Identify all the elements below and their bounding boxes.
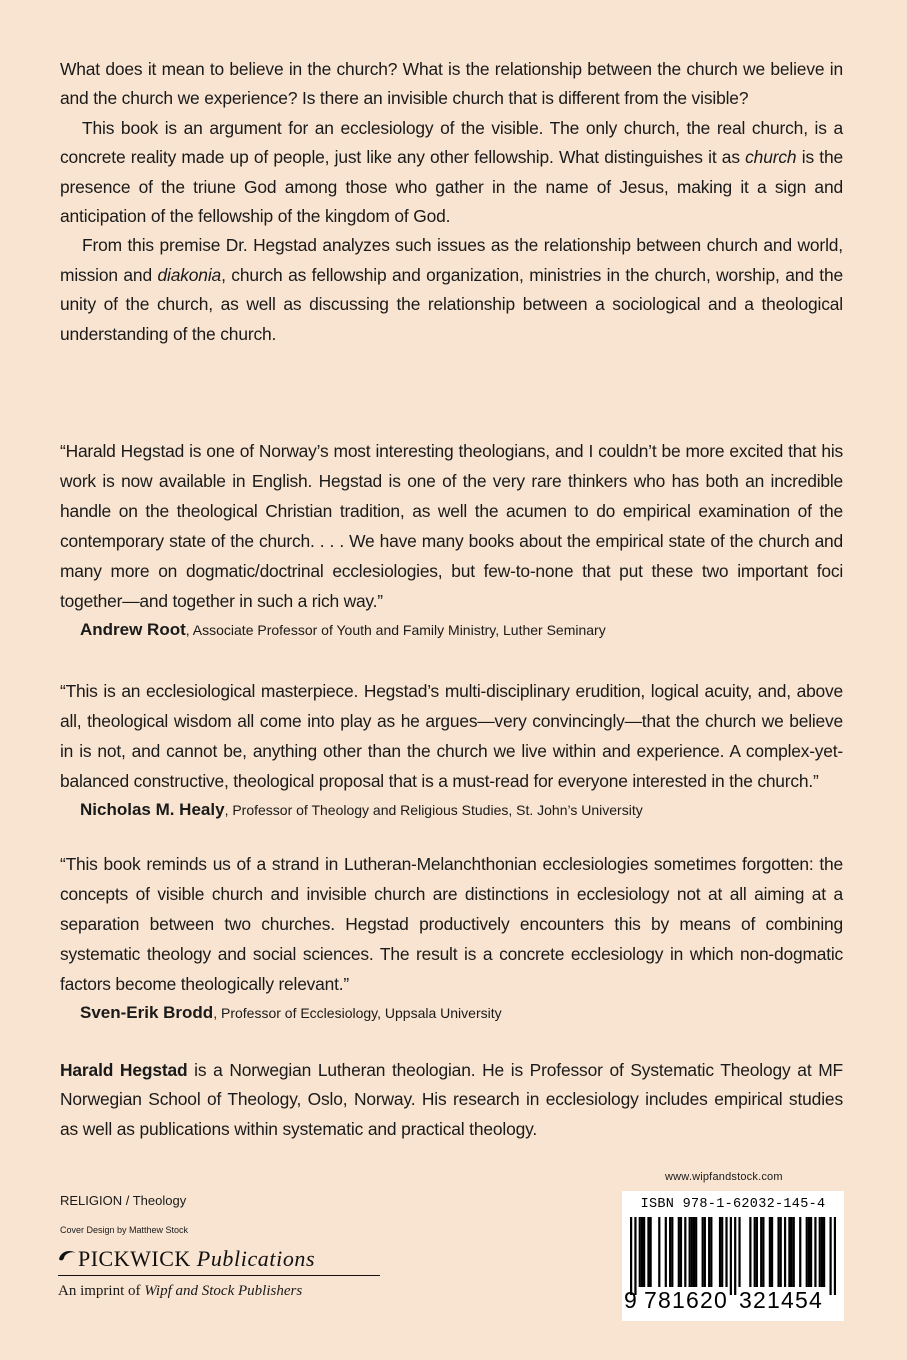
barcode-bar [799, 1217, 801, 1287]
barcode-bar [734, 1217, 736, 1295]
publisher-imprint [58, 1245, 380, 1302]
barcode-bar [725, 1217, 727, 1287]
barcode-bar [650, 1217, 652, 1287]
barcode-bar [834, 1217, 836, 1295]
imprint-name: Wipf and Stock Publishers [144, 1283, 303, 1299]
barcode-bar [691, 1217, 693, 1287]
book-description [60, 55, 843, 349]
barcode-bar [721, 1217, 723, 1287]
barcode-right-digits: 321454 [739, 1287, 823, 1313]
barcode-left-digits: 781620 [644, 1287, 728, 1313]
endorser-name: Nicholas M. Healy [80, 800, 225, 819]
publisher-website: www.wipfandstock.com [665, 1171, 783, 1183]
barcode-bar [719, 1217, 721, 1287]
barcode-bar [784, 1217, 786, 1287]
barcode-bar [678, 1217, 680, 1287]
barcode-bar [738, 1217, 740, 1287]
endorsement-1 [60, 436, 843, 640]
barcode-bar [669, 1217, 671, 1287]
barcode-bar [680, 1217, 682, 1287]
barcode-bar [806, 1217, 808, 1287]
barcode-bar [808, 1217, 810, 1287]
barcode-bar [814, 1217, 816, 1287]
author-bio [60, 1056, 843, 1144]
barcode-bar [754, 1217, 756, 1287]
isbn-barcode [622, 1191, 844, 1321]
barcode-bar [780, 1217, 782, 1287]
barcode-bar [693, 1217, 695, 1287]
barcode-bar [643, 1217, 645, 1287]
barcode-bar [695, 1217, 697, 1287]
endorser-name: Andrew Root [80, 620, 186, 639]
publisher-logo [58, 1245, 380, 1276]
endorsement-quote: “Harald Hegstad is one of Norway’s most interesting theologians, and I couldn’t be more excited that his work is now available in English. Hegstad is one of the very rare thinkers who has both an incredible handle on the theological Christian tradition, as well the acumen to do empirical examination of the contemporary state of the church. . . . We have many books about the empirical state of the church and many more on dogmatic/doctrinal ecclesiologies, but few-to-none that put these two important foci together—and together in such a rich way.” [60, 441, 843, 611]
endorser-title: , Professor of Theology and Religious Studies, St. John’s University [224, 802, 643, 818]
barcode-bars [630, 1217, 836, 1295]
barcode-lead-digit: 9 [624, 1287, 637, 1313]
barcode-bar [819, 1217, 821, 1287]
barcode-bar [639, 1217, 641, 1287]
isbn-label: ISBN 978-1-62032-145-4 [640, 1197, 826, 1212]
description-paragraph-3: From this premise Dr. Hegstad analyzes such issues as the relationship between church and world, mission and diakonia, church as fellowship and organization, ministries in the church, worship, and the unity of the church, as well as discussing the relationship between a sociological and a theological understanding of the church. [60, 235, 843, 344]
barcode-bar [658, 1217, 660, 1287]
barcode-bar [756, 1217, 758, 1287]
barcode-bar [777, 1217, 779, 1287]
endorsement-quote: “This book reminds us of a strand in Lutheran-Melanchthonian ecclesiologies sometimes forgotten: the concepts of visible church and invisible church are distinctions in ecclesiology not at all aiming at a separation between two churches. Hegstad productively encounters this by means of combining systematic theology and social sciences. The result is a concrete ecclesiology in which non-dogmatic factors become theologically relevant.” [60, 854, 843, 994]
description-paragraph-2: This book is an argument for an ecclesiology of the visible. The only church, the real church, is a concrete reality made up of people, just like any other fellowship. What distinguishes it as church is the presence of the triune God among those who gather in the name of Jesus, making it a sign and anticipation of the fellowship of the kingdom of God. [60, 117, 843, 227]
barcode-bar [793, 1217, 795, 1287]
endorsement-quote: “This is an ecclesiological masterpiece. Hegstad’s multi-disciplinary erudition, logical acuity, and, above all, theological wisdom all come into play as he argues—very convincingly—that the church we believe in is not, and cannot be, anything other than the church we live within and experience. A complex-yet-balanced constructive, theological proposal that is a must-read for everyone interested in the church.” [60, 681, 843, 791]
author-name: Harald Hegstad [60, 1060, 188, 1080]
barcode-bar [788, 1217, 790, 1287]
barcode-bar [665, 1217, 667, 1287]
barcode-bar [769, 1217, 771, 1287]
barcode-bar [821, 1217, 823, 1287]
subject-category: RELIGION / Theology [60, 1193, 187, 1208]
barcode-bar [790, 1217, 792, 1287]
barcode-bar [823, 1217, 825, 1287]
barcode-bar [760, 1217, 762, 1287]
endorsement-attribution [60, 1003, 843, 1023]
endorsement-attribution [60, 800, 843, 820]
endorsement-2 [60, 676, 843, 820]
endorsement-3 [60, 849, 843, 1023]
publisher-name: PICKWICK [78, 1246, 191, 1271]
barcode-bar [671, 1217, 673, 1287]
imprint-line: An imprint of Wipf and Stock Publishers [58, 1283, 303, 1299]
barcode-bar [647, 1217, 649, 1287]
barcode-bar [641, 1217, 643, 1287]
barcode-bar [708, 1217, 710, 1287]
endorser-title: , Associate Professor of Youth and Family Ministry, Luther Seminary [185, 622, 606, 638]
barcode-bar [730, 1217, 732, 1295]
barcode-bar [762, 1217, 764, 1287]
barcode-bar [630, 1217, 632, 1295]
barcode-bar [702, 1217, 704, 1287]
cover-design-credit: Cover Design by Matthew Stock [60, 1225, 189, 1235]
barcode-bar [689, 1217, 691, 1287]
barcode-bar [704, 1217, 706, 1287]
endorser-name: Sven-Erik Brodd [80, 1003, 214, 1022]
barcode-bar [771, 1217, 773, 1287]
publisher-series: Publications [196, 1246, 316, 1271]
barcode-bar [684, 1217, 686, 1287]
barcode-bar [810, 1217, 812, 1287]
description-paragraph-1: What does it mean to believe in the church? What is the relationship between the church we believe in and the church we experience? Is there an invisible church that is different from the visible? [60, 59, 843, 109]
endorser-title: , Professor of Ecclesiology, Uppsala University [213, 1005, 502, 1021]
endorsement-attribution [60, 620, 843, 640]
barcode-bar [829, 1217, 831, 1295]
barcode-bar [749, 1217, 751, 1287]
barcode-bar [710, 1217, 712, 1287]
author-bio-text: is a Norwegian Lutheran theologian. He is Professor of Systematic Theology at MF Norwegian School of Theology, Oslo, Norway. His research in ecclesiology includes empirical studies as well as publications within systematic and practical theology. [60, 1060, 843, 1139]
pickwick-swirl-icon [58, 1248, 78, 1262]
barcode-bar [634, 1217, 636, 1295]
